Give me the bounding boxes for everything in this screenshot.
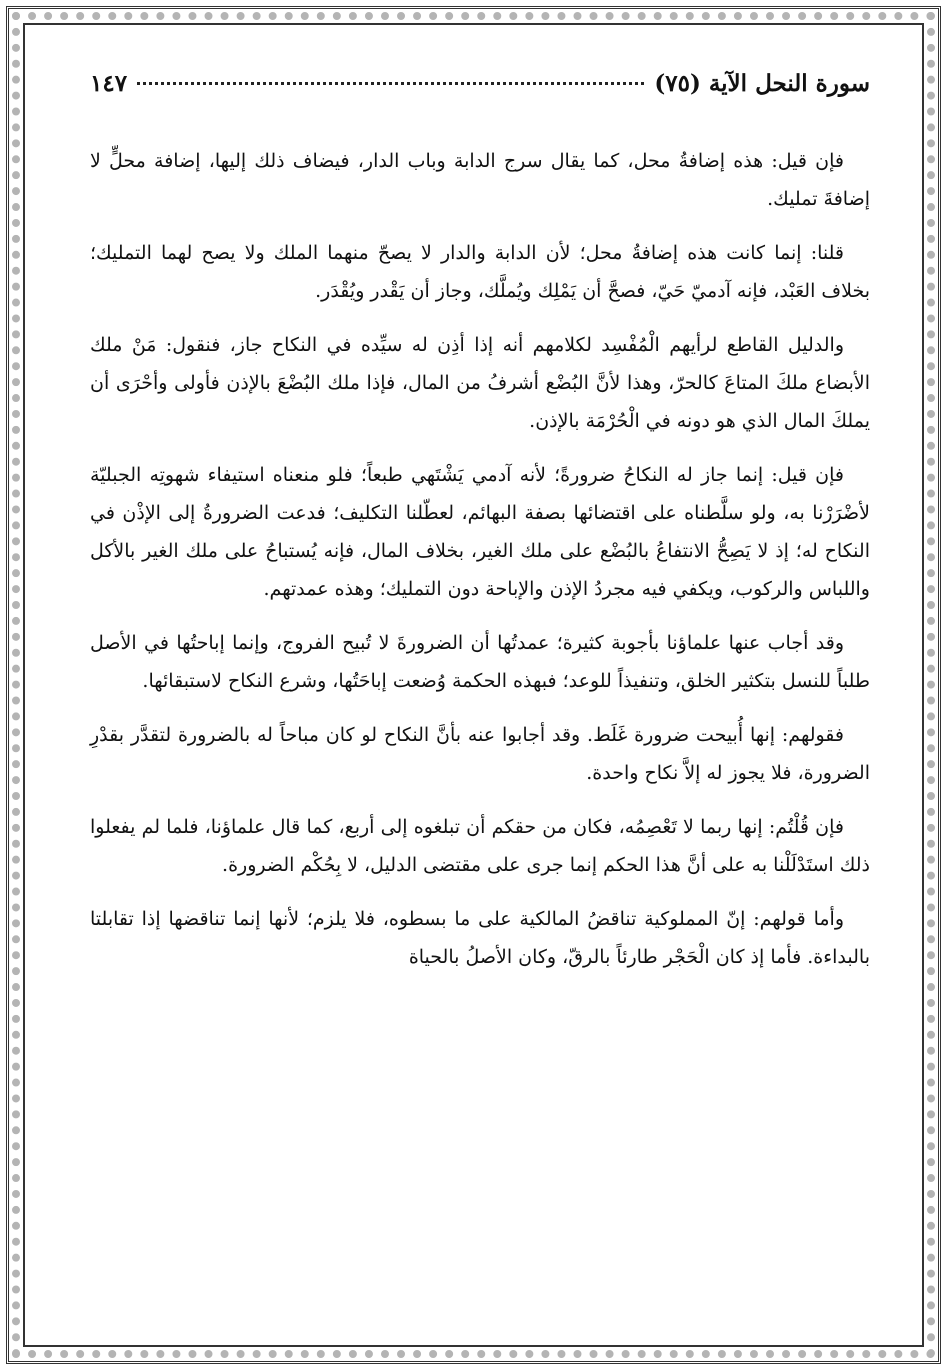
running-head bbox=[90, 70, 870, 118]
page-content bbox=[90, 70, 870, 1310]
paragraph: فقولهم: إنها أُبيحت ضرورة غَلَط. وقد أجابوا عنه بأنَّ النكاح لو كان مباحاً له بالضرورة لتقدَّر بقدْرِ الضرورة، فلا يجوز له إلاَّ نكاح واحدة. bbox=[90, 724, 870, 784]
dot-leaders bbox=[137, 82, 644, 85]
paragraph: وقد أجاب عنها علماؤنا بأجوبة كثيرة؛ عمدتُها أن الضرورةَ لا تُبيح الفروج، وإنما إباحتُها في الأصل طلباً للنسل بتكثير الخلق، وتنفيذاً للوعد؛ فبهذه الحكمة وُضعت إباحَتُها، وشرع النكاح لاستبقائها. bbox=[90, 632, 870, 692]
paragraph: قلنا: إنما كانت هذه إضافةُ محل؛ لأن الدابة والدار لا يصحّ منهما الملك ولا يصح لهما التمليك؛ بخلاف العَبْد، فإنه آدميّ حَيّ، فصحَّ أن يَمْلِك ويُملَّك، وجاز أن يَقْدر ويُقْدَر. bbox=[90, 242, 870, 302]
page-number: ١٤٧ bbox=[90, 70, 128, 97]
running-head-title: سورة النحل الآية (٧٥) bbox=[654, 70, 870, 97]
paragraph: فإن قيل: إنما جاز له النكاحُ ضرورةً؛ لأنه آدمي يَشْتَهي طبعاً؛ فلو منعناه استيفاء شهوتِه الجبليّة لأضْرَرْنا به، ولو سلَّطناه على اقتضائها بصفة البهائم، لعطّلنا التكليف؛ فدعت الضرورةُ إلى الإذْن في النكاح له؛ إذ لا يَصِحُّ الانتفاعُ بالبُضْع على ملك الغير، بخلاف المال، فإنه يُستباحُ على ملك الغير بالأكل واللباس والركوب، ويكفي فيه مجردُ الإذن والإباحة دون التمليك؛ وهذه عمدتهم. bbox=[90, 464, 870, 600]
paragraph: فإن قُلْتُم: إنها ربما لا تَعْصِمُه، فكان من حقكم أن تبلغوه إلى أربع، كما قال علماؤنا، فلما لم يفعلوا ذلك استَدْلَلْنا به على أنَّ هذا الحكم إنما جرى على مقتضى الدليل، لا بِحُكْم الضرورة. bbox=[90, 816, 870, 876]
body-text bbox=[90, 142, 870, 976]
paragraph: فإن قيل: هذه إضافةُ محل، كما يقال سرج الدابة وباب الدار، فيضاف ذلك إليها، إضافة محلٍّ لا إضافةَ تمليك. bbox=[90, 150, 870, 210]
paragraph: والدليل القاطع لرأيهم الْمُفْسِد لكلامهم أنه إذا أذِن له سيِّده في النكاح جاز، فنقول: مَنْ ملك الأبضاع ملكَ المتاعَ كالحرّ، وهذا لأنَّ البُضْع أشرفُ من المال، فإذا ملك البُضْعَ بالإذن فأولى وأحْرَى أن يملكَ المال الذي هو دونه في الْحُرْمَة بالإذن. bbox=[90, 334, 870, 432]
paragraph: وأما قولهم: إنّ المملوكية تناقضُ المالكية على ما بسطوه، فلا يلزم؛ لأنها إنما تناقضها إذا تقابلتا بالبداءة. فأما إذ كان الْحَجْر طارئاً بالرقّ، وكان الأصلُ بالحياة bbox=[90, 908, 870, 968]
